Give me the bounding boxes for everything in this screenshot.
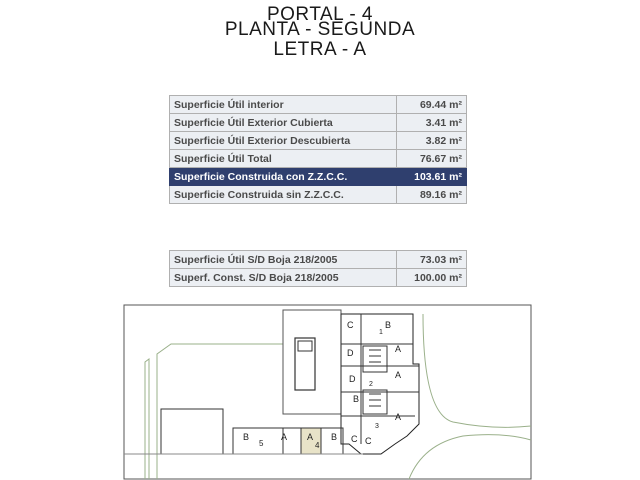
plan-labels bbox=[243, 320, 401, 450]
surface-label: Superficie Útil interior bbox=[170, 96, 397, 114]
surface-label: Superficie Construida sin Z.Z.C.C. bbox=[170, 186, 397, 204]
plan-label: C bbox=[365, 436, 372, 446]
plan-label: B bbox=[353, 394, 360, 404]
surface-value: 89.16 m² bbox=[397, 186, 467, 204]
table-row bbox=[170, 186, 467, 204]
plan-label: 5 bbox=[259, 439, 264, 448]
plan-label: 2 bbox=[369, 381, 373, 388]
plan-label: A bbox=[395, 344, 402, 354]
surface-label: Superficie Útil Exterior Descubierta bbox=[170, 132, 397, 150]
surface-label: Superficie Construida con Z.Z.C.C. bbox=[170, 168, 397, 186]
plan-label: A bbox=[395, 412, 402, 422]
plan-label: D bbox=[349, 374, 356, 384]
table-row bbox=[170, 96, 467, 114]
plan-label: A bbox=[281, 432, 288, 442]
table-row bbox=[170, 132, 467, 150]
table-row bbox=[170, 114, 467, 132]
surface-value: 76.67 m² bbox=[397, 150, 467, 168]
surface-value: 103.61 m² bbox=[397, 168, 467, 186]
plan-label: 1 bbox=[379, 329, 383, 336]
surface-label: Superficie Útil Exterior Cubierta bbox=[170, 114, 397, 132]
surface-label: Superficie Útil S/D Boja 218/2005 bbox=[170, 251, 397, 269]
plan-label: B bbox=[385, 320, 392, 330]
unit-block bbox=[233, 428, 283, 454]
plan-label: 3 bbox=[375, 423, 379, 430]
table-row bbox=[170, 269, 467, 287]
plan-label: A bbox=[307, 432, 314, 442]
plan-frame bbox=[124, 305, 531, 479]
floor-heading: PLANTA - SEGUNDA bbox=[224, 19, 416, 40]
surface-value: 3.41 m² bbox=[397, 114, 467, 132]
plan-label: C bbox=[351, 434, 358, 444]
surface-value: 69.44 m² bbox=[397, 96, 467, 114]
plan-label: D bbox=[347, 348, 354, 358]
surface-label: Superf. Const. S/D Boja 218/2005 bbox=[170, 269, 397, 287]
surface-value: 3.82 m² bbox=[397, 132, 467, 150]
road-curve bbox=[409, 435, 531, 479]
plan-label: B bbox=[331, 432, 338, 442]
table-row bbox=[170, 150, 467, 168]
vehicle-cab bbox=[298, 341, 312, 351]
letter-heading: LETRA - A bbox=[273, 39, 367, 60]
stair-steps bbox=[369, 350, 381, 406]
plan-label: C bbox=[347, 320, 354, 330]
surface-label: Superficie Útil Total bbox=[170, 150, 397, 168]
courtyard bbox=[283, 310, 341, 414]
boja-table bbox=[169, 250, 467, 287]
road-edge bbox=[145, 359, 149, 479]
plan-label: A bbox=[395, 370, 402, 380]
surface-value: 73.03 m² bbox=[397, 251, 467, 269]
portal-heading: PORTAL - 4 bbox=[266, 4, 373, 25]
plan-label: B bbox=[243, 432, 250, 442]
plan-label: 4 bbox=[315, 441, 320, 450]
surface-value: 100.00 m² bbox=[397, 269, 467, 287]
road-edge bbox=[157, 344, 283, 479]
table-row bbox=[170, 251, 467, 269]
surface-table bbox=[169, 95, 467, 204]
site-plan bbox=[123, 304, 532, 480]
building-block bbox=[161, 409, 223, 454]
table-row-highlighted bbox=[170, 168, 467, 186]
road-curve bbox=[423, 314, 531, 427]
